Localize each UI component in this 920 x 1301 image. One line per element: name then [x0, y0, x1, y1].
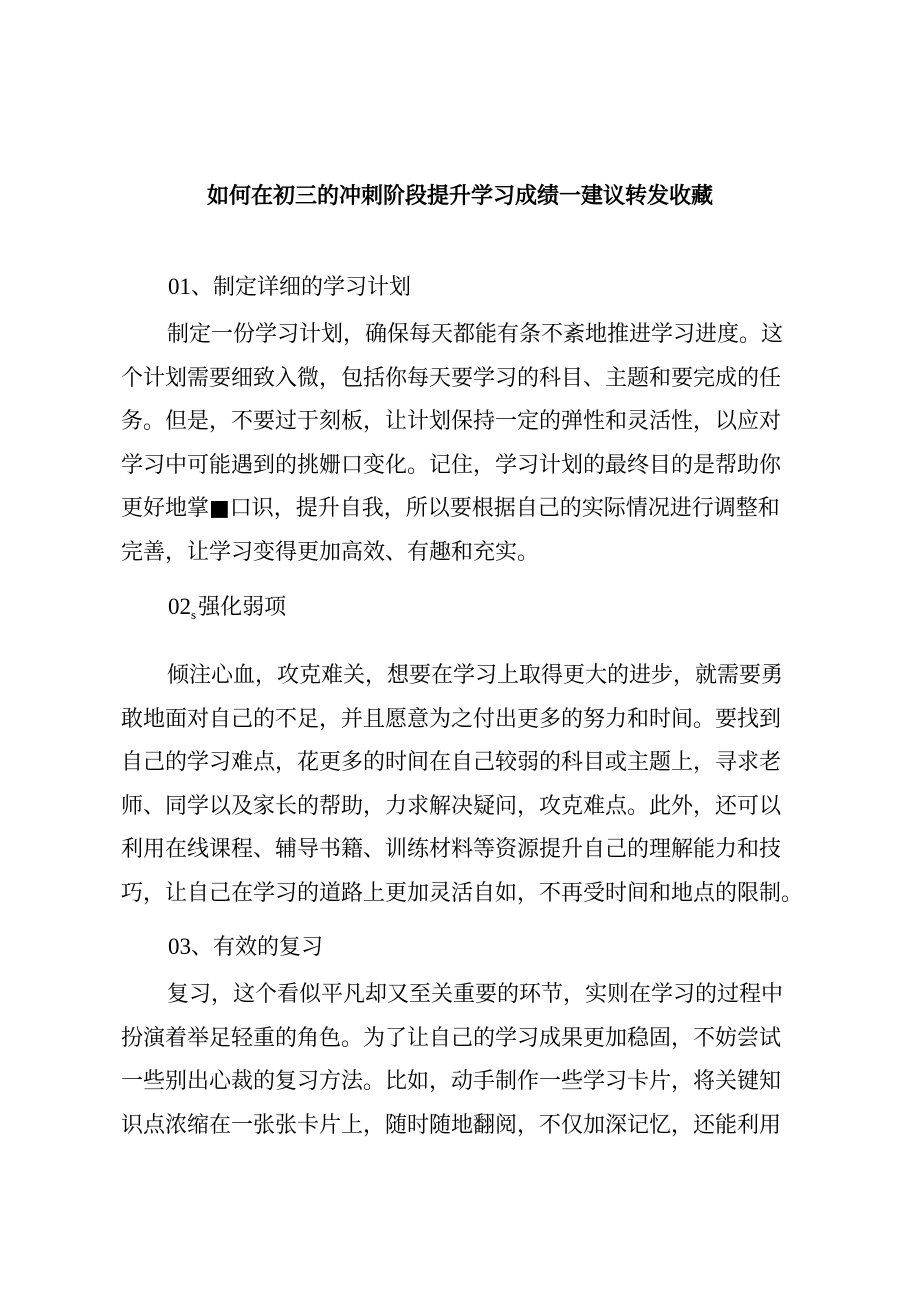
paragraph-line: 巧，让自己在学习的道路上更加灵活自如，不再受时间和地点的限制。	[121, 880, 804, 906]
section-separator: 、	[191, 275, 214, 300]
paragraph-line: 务。但是，不要过于刻板，让计划保持一定的弹性和灵活性，以应对	[121, 409, 782, 434]
document-title: 如何在初三的冲刺阶段提升学习成绩一建议转发收藏	[206, 184, 713, 209]
paragraph-line: 个计划需要细致入微，包括你每天要学习的科目、主题和要完成的任	[121, 365, 782, 391]
section-heading-03	[168, 930, 323, 965]
section-heading-text: 制定详细的学习计划	[213, 275, 412, 300]
paragraph-line: 师、同学以及家长的帮助，力求解决疑问，攻克难点。此外，还可以	[121, 793, 782, 819]
section-heading-text: 强化弱项	[198, 595, 287, 620]
paragraph-line: 制定一份学习计划，确保每天都能有条不紊地推进学习进度。这	[167, 322, 784, 347]
paragraph-line: 利用在线课程、辅导书籍、训练材料等资源提升自己的理解能力和技	[121, 837, 782, 862]
section-paragraph-02	[121, 654, 811, 915]
paragraph-line: 学习中可能遇到的挑姗口变化。记住，学习计划的最终目的是帮助你	[121, 452, 782, 478]
section-number: 01	[168, 274, 191, 299]
section-number: 03	[168, 934, 191, 959]
section-separator: 、	[191, 935, 214, 960]
section-heading-text: 有效的复习	[213, 935, 324, 960]
section-number: 02	[168, 594, 191, 619]
paragraph-line: 复习，这个看似平凡却又至关重要的环节，实则在学习的过程中	[167, 982, 784, 1007]
section-separator: s	[191, 607, 197, 622]
paragraph-line: 一些别出心裁的复习方法。比如，动手制作一些学习卡片，将关键知	[121, 1069, 782, 1094]
section-heading-01	[168, 270, 411, 305]
paragraph-line: 倾注心血，攻克难关，想要在学习上取得更大的进步，就需要勇	[167, 663, 784, 688]
paragraph-line: 自己的学习难点，花更多的时间在自己较弱的科目或主题上，寻求老	[121, 750, 782, 775]
section-paragraph-03	[121, 973, 811, 1147]
paragraph-line: 完善，让学习变得更加高效、有趣和充实。	[121, 539, 540, 565]
paragraph-line: 识点浓缩在一张张卡片上，随时随地翻阅，不仅加深记忆，还能利用	[121, 1112, 782, 1138]
paragraph-line: 更好地掌■口识，提升自我，所以要根据自己的实际情况进行调整和	[121, 496, 780, 521]
section-heading-02	[168, 590, 286, 632]
paragraph-line: 扮演着举足轻重的角色。为了让自己的学习成果更加稳固，不妨尝试	[121, 1025, 782, 1051]
paragraph-line: 敢地面对自己的不足，并且愿意为之付出更多的努力和时间。要找到	[121, 706, 782, 732]
section-paragraph-01	[121, 313, 811, 574]
